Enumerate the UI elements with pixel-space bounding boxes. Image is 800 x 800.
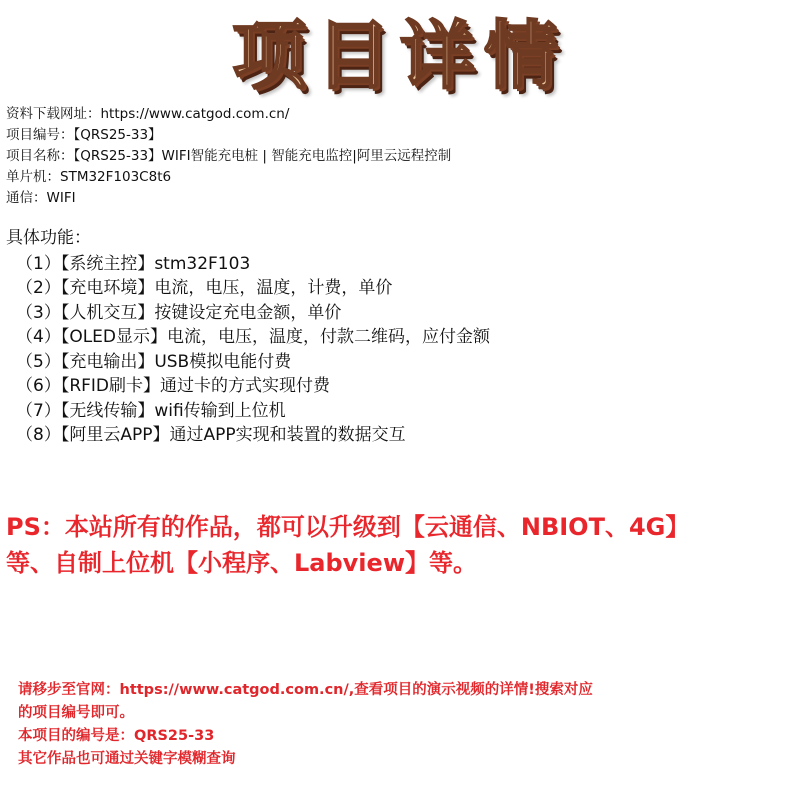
project-number: 项目编号：【QRS25-33】 xyxy=(6,127,162,143)
notice-line: 请移步至官网：https://www.catgod.com.cn/,查看项目的演示视频的详情!搜索对应 xyxy=(18,682,593,698)
feature-item: （6）【RFID刷卡】通过卡的方式实现付费 xyxy=(16,376,331,396)
mcu-info: 单片机：STM32F103C8t6 xyxy=(6,169,172,185)
ps-note xyxy=(6,509,796,581)
feature-item: （7）【无线传输】wifi传输到上位机 xyxy=(16,400,286,421)
download-url: 资料下载网址：https://www.catgod.com.cn/ xyxy=(6,106,290,122)
ps-line: 等、自制上位机【小程序、Labview】等。 xyxy=(6,549,477,577)
ps-line: PS：本站所有的作品，都可以升级到【云通信、NBIOT、4G】 xyxy=(6,513,690,541)
feature-heading: 具体功能： xyxy=(6,228,91,248)
notice-line: 本项目的编号是：QRS25-33 xyxy=(18,728,215,744)
feature-item: （1）【系统主控】stm32F103 xyxy=(16,253,251,274)
page-title: 项目详情 xyxy=(232,13,568,99)
feature-item: （2）【充电环境】电流，电压，温度，计费，单价 xyxy=(16,278,393,298)
comm-info: 通信：WIFI xyxy=(6,190,76,206)
feature-item: （4）【OLED显示】电流，电压，温度，付款二维码，应付金额 xyxy=(16,327,490,347)
feature-item: （8）【阿里云APP】通过APP实现和装置的数据交互 xyxy=(16,425,406,445)
feature-list xyxy=(6,226,786,448)
notice-line: 的项目编号即可。 xyxy=(18,705,134,721)
project-name: 项目名称：【QRS25-33】WIFI智能充电桩 | 智能充电监控|阿里云远程控制 xyxy=(6,148,452,164)
feature-item: （5）【充电输出】USB模拟电能付费 xyxy=(16,351,292,372)
website-notice xyxy=(18,679,790,771)
notice-line: 其它作品也可通过关键字模糊查询 xyxy=(18,751,236,767)
feature-item: （3）【人机交互】按键设定充电金额，单价 xyxy=(16,302,342,323)
project-info xyxy=(6,104,786,209)
